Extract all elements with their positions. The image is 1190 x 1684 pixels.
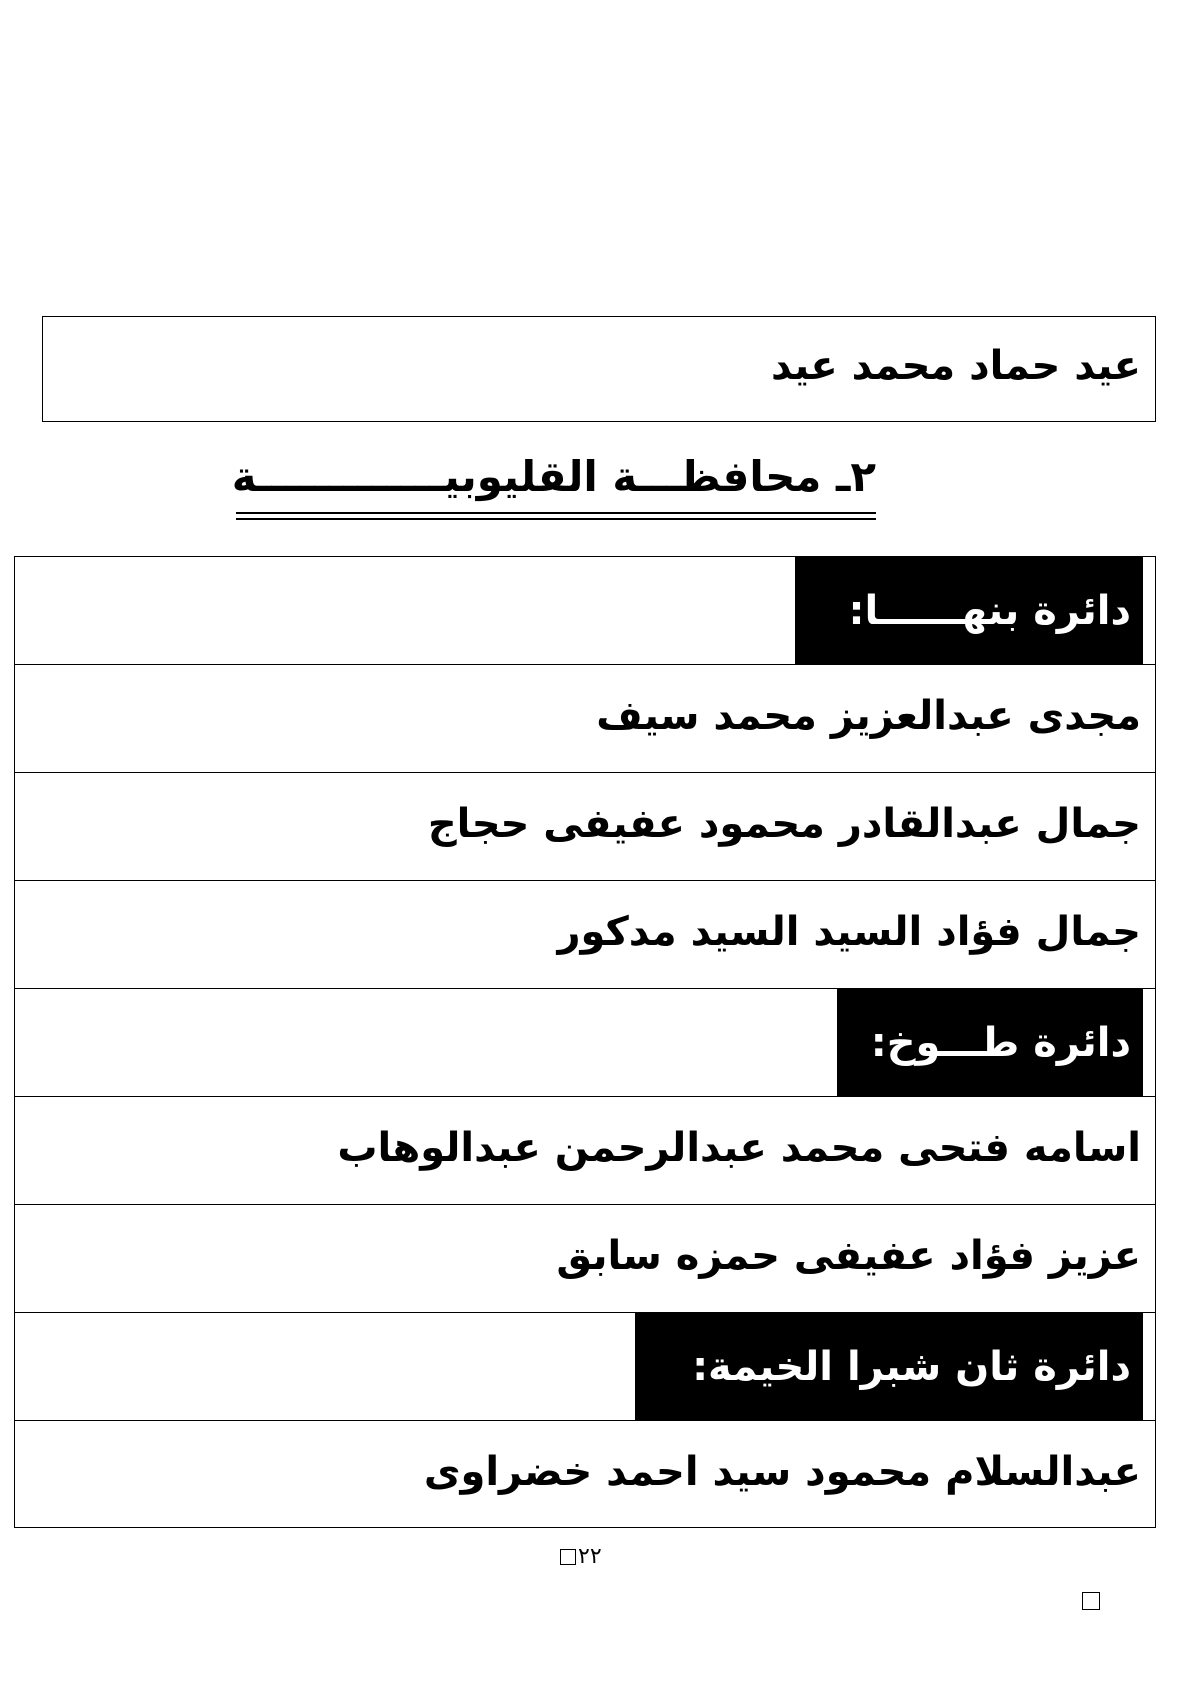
table-row	[15, 1313, 1155, 1421]
candidate-name: عزيز فؤاد عفيفى حمزه سابق	[556, 1233, 1141, 1279]
table-row	[15, 773, 1155, 881]
candidate-name: مجدى عبدالعزيز محمد سيف	[596, 693, 1141, 739]
square-glyph-icon	[560, 1549, 576, 1565]
candidate-name: اسامه فتحى محمد عبدالرحمن عبدالوهاب	[337, 1125, 1141, 1171]
title-underline-second	[236, 518, 876, 520]
top-name: عيد حماد محمد عيد	[771, 343, 1141, 389]
table-row	[15, 1205, 1155, 1313]
table-row	[15, 1097, 1155, 1205]
governorate-title	[231, 452, 876, 518]
square-glyph-icon	[1082, 1592, 1100, 1610]
table-row	[15, 557, 1155, 665]
candidate-name: عبدالسلام محمود سيد احمد خضراوى	[423, 1449, 1141, 1495]
name-box	[42, 316, 1156, 422]
candidate-name: جمال عبدالقادر محمود عفيفى حجاج	[427, 801, 1141, 847]
governorate-title-text: ٢ـ محافظـــة القليوبيـــــــــــــة	[231, 452, 876, 501]
candidate-name: جمال فؤاد السيد السيد مدكور	[557, 909, 1141, 955]
table-row	[15, 989, 1155, 1097]
page-number-text: ٢٢	[578, 1544, 602, 1569]
candidates-table	[14, 556, 1156, 1528]
district-header: دائرة طـــوخ:	[837, 989, 1143, 1096]
table-row	[15, 881, 1155, 989]
page-number	[560, 1544, 602, 1569]
table-row	[15, 1421, 1155, 1529]
table-row	[15, 665, 1155, 773]
district-header: دائرة ثان شبرا الخيمة:	[635, 1313, 1143, 1420]
district-header: دائرة بنهــــــا:	[795, 557, 1143, 664]
title-underline	[236, 512, 876, 514]
